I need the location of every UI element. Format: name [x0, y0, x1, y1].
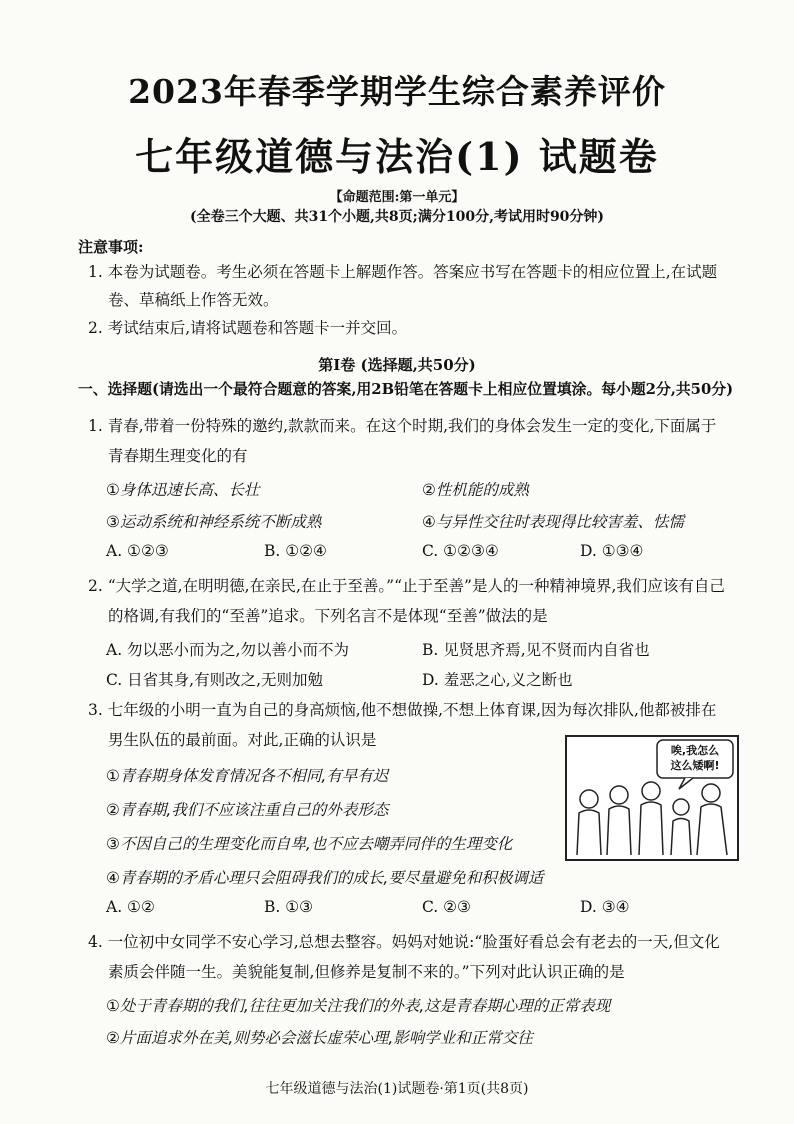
question-3-statement-2: ②青春期,我们不应该注重自己的外表形态: [106, 801, 389, 819]
question-3-option-b: B. ①③: [264, 898, 314, 916]
exam-info: (全卷三个大题、共31个小题,共8页;满分100分,考试用时90分钟): [189, 209, 605, 225]
exam-subtitle: 七年级道德与法治(1) 试题卷: [135, 134, 659, 179]
notice-heading: 注意事项:: [78, 238, 144, 256]
question-1-statement-4: ④与异性交往时表现得比较害羞、怯懦: [422, 513, 684, 531]
question-3-statement-1: ①青春期身体发育情况各不相同,有早有迟: [106, 767, 389, 785]
question-1-stem-cont: 青春期生理变化的有: [108, 447, 248, 465]
question-1-statement-2: ②性机能的成熟: [422, 481, 529, 499]
question-4-stem: 4. 一位初中女同学不安心学习,总想去整容。妈妈对她说:“脸蛋好看总会有老去的一天,但文化: [88, 933, 720, 951]
question-3-statement-4: ④青春期的矛盾心理只会阻碍我们的成长,要尽量避免和积极调适: [106, 869, 544, 887]
question-2-option-a: A. 勿以恶小而为之,勿以善小而不为: [106, 641, 349, 659]
question-1-statement-1: ①身体迅速长高、长壮: [106, 481, 260, 499]
question-3-option-d: D. ③④: [580, 898, 630, 916]
section-heading: 第Ⅰ卷 (选择题,共50分): [318, 356, 476, 374]
question-3-statement-3: ③不因自己的生理变化而自卑,也不应去嘲弄同伴的生理变化: [106, 835, 513, 853]
question-4-statement-2: ②片面追求外在美,则势必会滋长虚荣心理,影响学业和正常交往: [106, 1029, 533, 1047]
exam-scope: 【命题范围:第一单元】: [329, 190, 465, 205]
section-instruction: 一、选择题(请选出一个最符合题意的答案,用2B铅笔在答题卡上相应位置填涂。每小题2分,共50分): [78, 381, 734, 398]
question-1-option-b: B. ①②④: [264, 542, 327, 560]
question-4-statement-1: ①处于青春期的我们,往往更加关注我们的外表,这是青春期心理的正常表现: [106, 997, 611, 1015]
speech-bubble-text: 唉,我怎么 这么矮啊!: [670, 744, 720, 772]
notice-item-1: 1. 本卷为试题卷。考生必须在答题卡上解题作答。答案应书写在答题卡的相应位置上,在试题: [88, 263, 718, 281]
question-1-statement-3: ③运动系统和神经系统不断成熟: [106, 513, 322, 531]
question-4-stem-cont: 素质会伴随一生。美貌能复制,但修养是复制不来的。”下列对此认识正确的是: [108, 963, 625, 981]
question-2-stem-cont: 的格调,有我们的“至善”追求。下列名言不是体现“至善”做法的是: [108, 607, 548, 625]
question-3-option-c: C. ②③: [422, 898, 471, 916]
question-1-option-a: A. ①②③: [106, 542, 169, 560]
question-2-stem: 2. “大学之道,在明明德,在亲民,在止于至善。”“止于至善”是人的一种精神境界,我们应该有自己: [88, 577, 725, 595]
question-1-option-d: D. ①③④: [580, 542, 644, 560]
question-3-stem: 3. 七年级的小明一直为自己的身高烦恼,他不想做操,不想上体育课,因为每次排队,他都被排在: [88, 701, 717, 719]
question-2-option-d: D. 羞恶之心,义之断也: [422, 671, 573, 689]
question-1-stem: 1. 青春,带着一份特殊的邀约,款款而来。在这个时期,我们的身体会发生一定的变化,下面属于: [88, 417, 717, 435]
question-3-cartoon: [565, 735, 739, 861]
question-2-option-c: C. 日省其身,有则改之,无则加勉: [106, 671, 324, 689]
exam-title: 2023年春季学期学生综合素养评价: [128, 72, 666, 111]
question-1-option-c: C. ①②③④: [422, 542, 499, 560]
notice-item-1-cont: 卷、草稿纸上作答无效。: [108, 291, 279, 309]
page-footer: 七年级道德与法治(1)试题卷·第1页(共8页): [265, 1081, 529, 1097]
question-3-stem-cont: 男生队伍的最前面。对此,正确的认识是: [108, 731, 377, 749]
notice-item-2: 2. 考试结束后,请将试题卷和答题卡一并交回。: [88, 319, 408, 337]
question-3-option-a: A. ①②: [106, 898, 155, 916]
question-2-option-b: B. 见贤思齐焉,见不贤而内自省也: [422, 641, 650, 659]
